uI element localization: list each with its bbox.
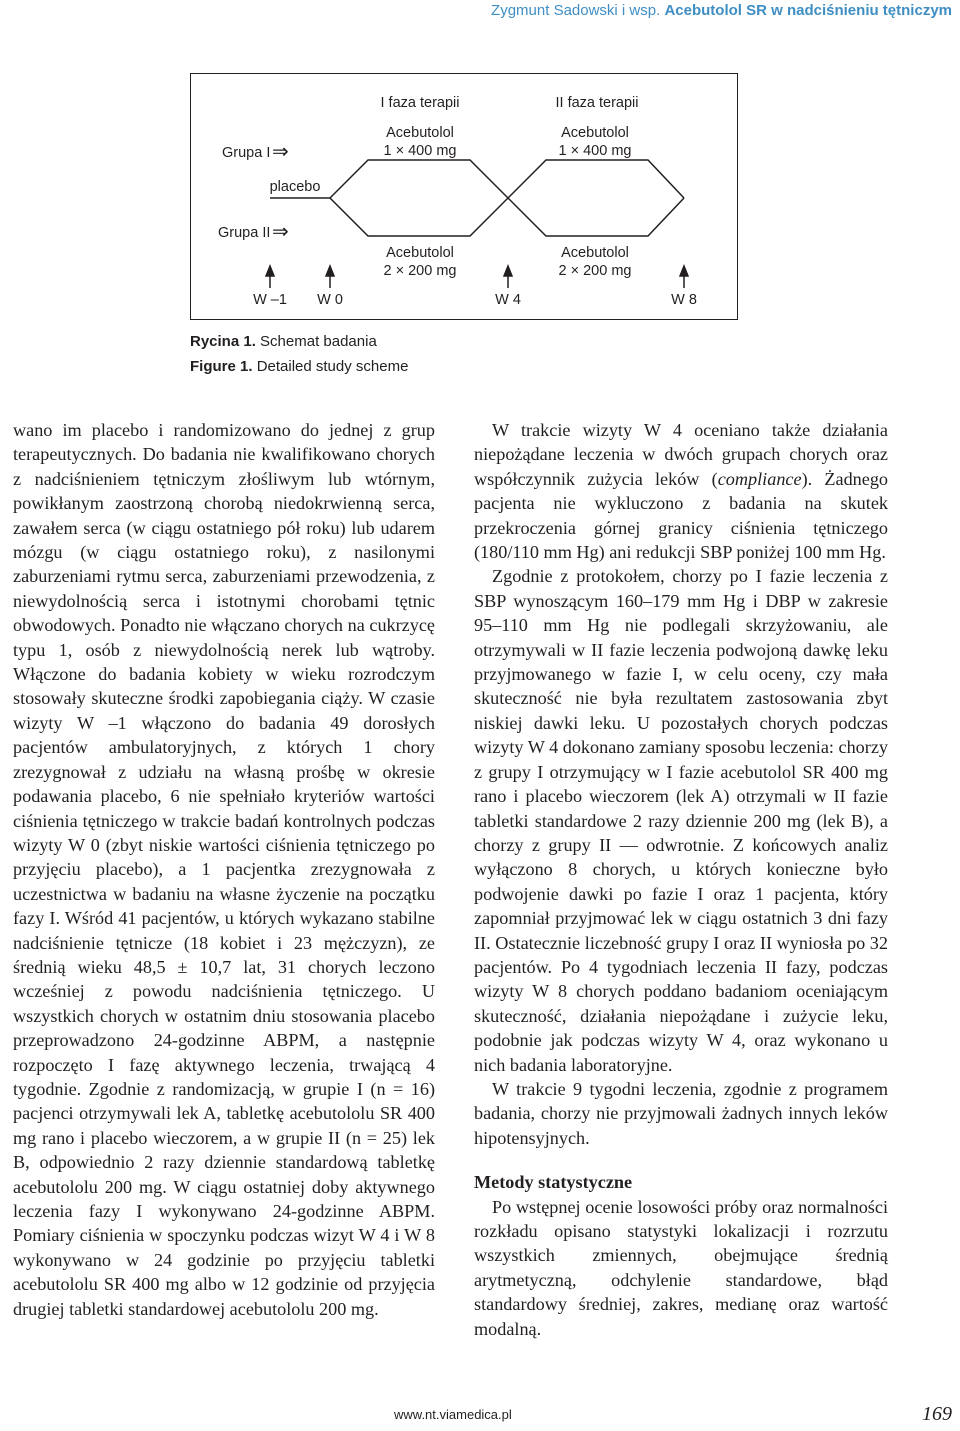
caption-pl-prefix: Rycina 1. <box>190 333 256 350</box>
section-heading: Metody statystyczne <box>474 1172 633 1193</box>
right-p1-italic: compliance <box>717 468 802 489</box>
right-paragraph-2: Zgodnie z protokołem, chorzy po I fazie leczenia z SBP wynoszącym 160–179 mm Hg i DBP w zakresie 95–110 mm Hg nie podlegali skrzyżowaniu, ale otrzymywali w II fazie leczenia podwojoną dawkę leku przyjmowanego w fazie I, w celu oceny, czy mała skuteczność nie była rezultatem zastosowania zbyt niskiej dawki leku. U pozostałych chorych podczas wizyty W 4 dokonano zamiany sposobu leczenia: chorzy z grupy I otrzymujący w I fazie acebutolol SR 400 mg rano i placebo wieczorem (lek A) otrzymali w II fazie tabletki standardowe 2 razy dziennie 200 mg (lek B), a chorzy z grupy II — odwrotnie. Z końcowych analiz wyłączono 8 chorych, u których konieczne było podwojenie dawki po fazie I oraz 1 pacjenta, który zapomniał przyjmować lek w ciągu ostatnich 3 dni fazy II. Ostatecznie liczebność grupy I oraz II wyniosła po 32 pacjentów. Po 4 tygodniach leczenia II fazy, podczas wizyty W 8 chorych poddano badaniom oceniającym skuteczność, działania niepożądane i zużycie leku, podobnie jak podczas wizyty W 4, oraz wykonano u nich badania laboratoryjne. <box>474 566 888 1075</box>
caption-en-prefix: Figure 1. <box>190 358 253 375</box>
group1-phase1-drug: Acebutolol <box>386 125 454 141</box>
group2-pathway <box>330 160 684 236</box>
group1-label: Grupa I <box>222 145 271 161</box>
page-number: 169 <box>922 1403 952 1425</box>
treatment-pathways <box>270 160 684 236</box>
caption-pl-text: Schemat badania <box>260 333 377 350</box>
header-authors: Zygmunt Sadowski i wsp. <box>491 2 661 19</box>
group2-label: Grupa II <box>218 225 271 241</box>
group1-phase2-drug: Acebutolol <box>561 125 629 141</box>
header-article-title: Acebutolol SR w nadciśnieniu tętniczym <box>664 2 952 19</box>
group2-phase2-dose: 2 × 200 mg <box>558 263 632 279</box>
placebo-label: placebo <box>269 179 321 195</box>
visit-w0: W 0 <box>317 292 343 308</box>
group1-phase1-dose: 1 × 400 mg <box>383 143 457 159</box>
group1-arrow-icon: ⇒ <box>272 141 289 163</box>
visit-w-minus1: W –1 <box>253 292 287 308</box>
footer-url: www.nt.viamedica.pl <box>394 1407 512 1422</box>
group2-arrow-icon: ⇒ <box>272 221 289 243</box>
figure-caption-pl <box>190 333 377 350</box>
caption-en-text: Detailed study scheme <box>256 358 409 375</box>
visit-w4: W 4 <box>495 292 521 308</box>
study-scheme-diagram <box>0 0 960 330</box>
right-paragraph-1 <box>474 418 888 564</box>
right-column <box>474 418 888 1341</box>
group1-phase2-dose: 1 × 400 mg <box>558 143 632 159</box>
left-paragraph-1: wano im placebo i randomizowano do jednej z grup terapeutycznych. Do badania nie kwalifikowano chorych z nadciśnieniem tętniczym złośliwym lub wtórnym, powikłanym zaostrzoną chorobą niedokrwienną serca, zawałem serca (w ciągu ostatniego pół roku) lub udarem mózgu (w ciągu ostatniego roku), z nasilonymi zaburzeniami rytmu serca, zaburzeniami przewodzenia, z niewydolnością serca i istotnymi chorobami tętnic obwodowych. Ponadto nie włączano chorych na cukrzycę typu 1, osób z niewydolnością nerek lub wątroby. Włączone do badania kobiety w wieku rozrodczym stosowały skuteczne środki zapobiegania ciąży. W czasie wizyty W –1 włączono do badania 49 dorosłych pacjentów ambulatoryjnych, z których 1 chory zrezygnował z udziału na własną prośbę w okresie podawania placebo, 6 nie spełniało kryteriów wartości ciśnienia tętniczego w trakcie badań kontrolnych podczas wizyty W 0 (zbyt niskie wartości ciśnienia tętniczego po przyjęciu placebo), a 1 pacjentka zrezygnowała z uczestnictwa w badaniu na własne życzenie na początku fazy I. Wśród 41 pacjentów, u których wykazano stabilne nadciśnienie tętnicze (18 kobiet i 23 mężczyzn), ze średnią wieku 48,5 ± 10,7 lat, 31 chorych leczono wcześniej z powodu nadciśnienia tętniczego. U wszystkich chorych w ostatnim dniu stosowania placebo przeprowadzono 24-godzinne ABPM, a następnie rozpoczęto I fazę aktywnego leczenia, trwającą 4 tygodnie. Zgodnie z randomizacją, w grupie I (n = 16) pacjenci otrzymywali lek A, tabletkę acebutololu SR 400 mg rano i placebo wieczorem, a w grupie II (n = 25) lek B, odpowiednio 2 razy dziennie standardową tabletkę acebutololu 200 mg. W ciągu ostatniej doby aktywnego leczenia fazy I wykonywano 24-godzinne ABPM. Pomiary ciśnienia w spoczynku podczas wizyt W 4 i W 8 wykonywano w 24 godzinie po przyjęciu tabletki acebutololu SR 400 mg albo w 12 godzinie od przyjęcia drugiej tabletki standardowej acebutololu 200 mg. <box>13 420 435 1319</box>
phase1-label: I faza terapii <box>380 95 460 111</box>
right-paragraph-3: W trakcie 9 tygodni leczenia, zgodnie z programem badania, chorzy nie przyjmowali żadnych innych leków hipotensyjnych. <box>474 1078 888 1148</box>
right-p1-end: ). Żadnego pacjenta nie wykluczono z badania na skutek przekroczenia górnej granicy ciśnienia tętniczego (180/110 mm Hg) ani redukcji SBP poniżej 100 mm Hg. <box>474 468 889 563</box>
phase2-label: II faza terapii <box>555 95 639 111</box>
figure-caption-en <box>190 358 408 375</box>
right-p1-text: W trakcie wizyty W 4 oceniano także działania niepożądane leczenia w dwóch grupach chorych oraz współczynnik zużycia leków ( <box>474 420 888 489</box>
right-paragraph-4: Po wstępnej ocenie losowości próby oraz normalności rozkładu opisano statystyki lokalizacji i rozrzutu wszystkich zmiennych, obejmujące średnią arytmetyczną, odchylenie standardowe, błąd standardowy średniej, zakres, medianę oraz wartość modalną. <box>474 1196 888 1339</box>
group2-phase2-drug: Acebutolol <box>561 245 629 261</box>
group2-phase1-drug: Acebutolol <box>386 245 454 261</box>
group2-phase1-dose: 2 × 200 mg <box>383 263 457 279</box>
visit-w8: W 8 <box>671 292 697 308</box>
left-column <box>13 418 435 1321</box>
